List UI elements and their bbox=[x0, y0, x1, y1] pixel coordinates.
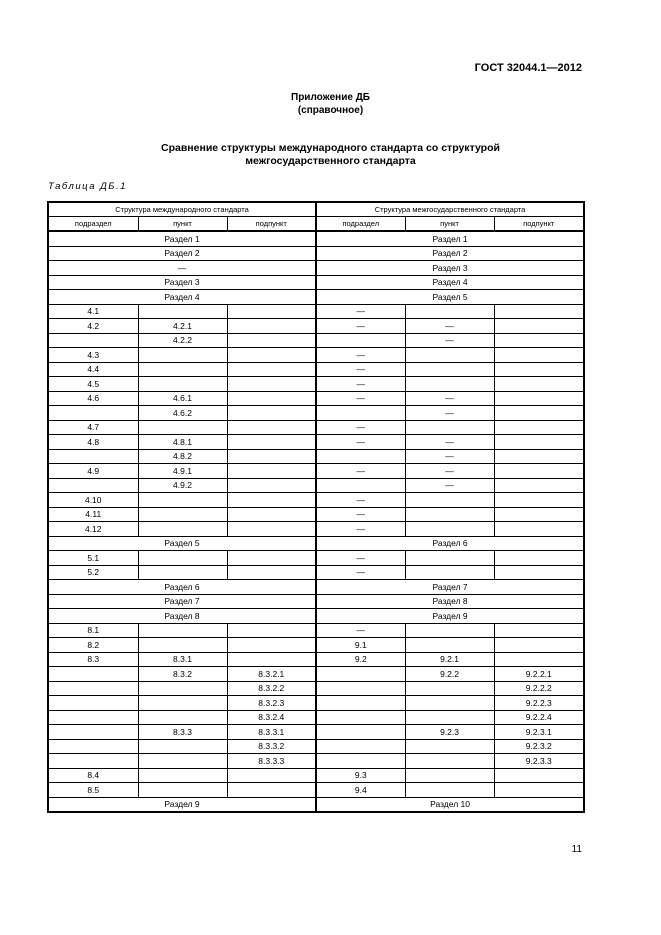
table-cell bbox=[494, 449, 584, 464]
table-cell: — bbox=[316, 362, 405, 377]
table-cell: 4.10 bbox=[48, 493, 138, 508]
table-cell: 4.9.2 bbox=[138, 478, 227, 493]
table-cell: 4.1 bbox=[48, 304, 138, 319]
table-row bbox=[48, 551, 584, 566]
table-cell bbox=[138, 304, 227, 319]
table-cell: — bbox=[316, 493, 405, 508]
table-cell: 8.2 bbox=[48, 638, 138, 653]
table-cell bbox=[48, 710, 138, 725]
table-row bbox=[48, 478, 584, 493]
section-cell-international: Раздел 5 bbox=[48, 536, 316, 551]
table-cell bbox=[227, 768, 316, 783]
table-cell bbox=[494, 464, 584, 479]
section-cell-international: Раздел 4 bbox=[48, 290, 316, 305]
table-cell bbox=[405, 551, 494, 566]
table-cell: 5.2 bbox=[48, 565, 138, 580]
table-row bbox=[48, 652, 584, 667]
table-row bbox=[48, 638, 584, 653]
table-row bbox=[48, 522, 584, 537]
table-cell: 4.9 bbox=[48, 464, 138, 479]
column-header: пункт bbox=[138, 217, 227, 232]
table-cell bbox=[405, 638, 494, 653]
table-cell bbox=[227, 522, 316, 537]
table-cell: 9.2.2.2 bbox=[494, 681, 584, 696]
table-cell: 8.3.3.2 bbox=[227, 739, 316, 754]
table-row bbox=[48, 464, 584, 479]
table-cell bbox=[405, 348, 494, 363]
table-cell bbox=[494, 551, 584, 566]
annex-heading bbox=[0, 91, 661, 117]
table-row bbox=[48, 536, 584, 551]
table-cell bbox=[48, 406, 138, 421]
table-cell: 8.3.3 bbox=[138, 725, 227, 740]
table-group-header-row bbox=[48, 202, 584, 217]
section-cell-interstate: Раздел 2 bbox=[316, 246, 584, 261]
section-cell-interstate: Раздел 3 bbox=[316, 261, 584, 276]
table-cell bbox=[316, 406, 405, 421]
table-cell bbox=[405, 522, 494, 537]
column-header: подпункт bbox=[494, 217, 584, 232]
table-cell: 8.5 bbox=[48, 783, 138, 798]
table-cell bbox=[138, 768, 227, 783]
table-row bbox=[48, 333, 584, 348]
table-cell: 9.2 bbox=[316, 652, 405, 667]
table-cell: 8.3.1 bbox=[138, 652, 227, 667]
table-cell bbox=[405, 623, 494, 638]
section-cell-international: Раздел 6 bbox=[48, 580, 316, 595]
table-cell bbox=[494, 420, 584, 435]
column-header: подраздел bbox=[48, 217, 138, 232]
table-cell: 4.5 bbox=[48, 377, 138, 392]
table-row bbox=[48, 768, 584, 783]
section-cell-international: Раздел 8 bbox=[48, 609, 316, 624]
table-row bbox=[48, 377, 584, 392]
table-cell bbox=[405, 710, 494, 725]
section-cell-interstate: Раздел 10 bbox=[316, 797, 584, 812]
table-cell bbox=[227, 551, 316, 566]
table-cell bbox=[494, 768, 584, 783]
table-cell bbox=[227, 348, 316, 363]
table-cell bbox=[138, 623, 227, 638]
annex-subtitle: (справочное) bbox=[297, 105, 364, 116]
group-header-interstate: Структура межгосударственного стандарта bbox=[316, 202, 584, 217]
table-cell bbox=[405, 565, 494, 580]
table-cell bbox=[405, 783, 494, 798]
table-cell bbox=[227, 623, 316, 638]
table-cell bbox=[48, 667, 138, 682]
table-cell bbox=[316, 681, 405, 696]
table-cell bbox=[316, 667, 405, 682]
table-cell: 4.8 bbox=[48, 435, 138, 450]
page-title-line-2: межгосударственного стандарта bbox=[245, 155, 416, 167]
table-row bbox=[48, 275, 584, 290]
table-cell bbox=[48, 478, 138, 493]
table-cell bbox=[227, 638, 316, 653]
table-cell: — bbox=[405, 391, 494, 406]
table-cell bbox=[316, 478, 405, 493]
table-cell bbox=[227, 391, 316, 406]
table-cell: 9.2.1 bbox=[405, 652, 494, 667]
table-cell bbox=[138, 696, 227, 711]
table-cell: 4.6.1 bbox=[138, 391, 227, 406]
table-cell: 8.3.2.3 bbox=[227, 696, 316, 711]
table-cell bbox=[48, 754, 138, 769]
table-cell: 8.4 bbox=[48, 768, 138, 783]
table-cell: 4.8.1 bbox=[138, 435, 227, 450]
table-cell: — bbox=[405, 464, 494, 479]
table-cell: — bbox=[316, 435, 405, 450]
page-number: 11 bbox=[571, 844, 582, 855]
table-cell: — bbox=[316, 507, 405, 522]
table-cell bbox=[316, 696, 405, 711]
table-cell bbox=[48, 739, 138, 754]
column-header: пункт bbox=[405, 217, 494, 232]
table-cell bbox=[138, 739, 227, 754]
table-cell: 9.2.3 bbox=[405, 725, 494, 740]
table-cell: 4.8.2 bbox=[138, 449, 227, 464]
table-cell: — bbox=[316, 522, 405, 537]
section-cell-interstate: Раздел 7 bbox=[316, 580, 584, 595]
table-cell bbox=[48, 696, 138, 711]
table-cell: 4.12 bbox=[48, 522, 138, 537]
table-cell bbox=[316, 710, 405, 725]
table-cell: 9.2.3.2 bbox=[494, 739, 584, 754]
table-cell bbox=[138, 754, 227, 769]
table-cell bbox=[316, 333, 405, 348]
table-row bbox=[48, 348, 584, 363]
table-cell bbox=[227, 377, 316, 392]
table-cell bbox=[227, 420, 316, 435]
table-cell: 8.3.3.1 bbox=[227, 725, 316, 740]
table-cell: 4.6.2 bbox=[138, 406, 227, 421]
table-cell bbox=[138, 522, 227, 537]
table-row bbox=[48, 667, 584, 682]
table-row bbox=[48, 565, 584, 580]
table-cell: — bbox=[316, 348, 405, 363]
table-row bbox=[48, 406, 584, 421]
table-cell bbox=[494, 435, 584, 450]
table-row bbox=[48, 231, 584, 246]
table-cell bbox=[227, 507, 316, 522]
table-caption: Таблица ДБ.1 bbox=[48, 181, 127, 192]
section-cell-international: Раздел 9 bbox=[48, 797, 316, 812]
table-cell bbox=[405, 493, 494, 508]
table-cell: — bbox=[316, 464, 405, 479]
table-cell: — bbox=[316, 551, 405, 566]
table-cell bbox=[138, 420, 227, 435]
table-cell bbox=[494, 638, 584, 653]
table-cell bbox=[48, 681, 138, 696]
table-cell: — bbox=[405, 406, 494, 421]
table-cell: 9.4 bbox=[316, 783, 405, 798]
table-cell bbox=[316, 449, 405, 464]
table-cell: — bbox=[405, 478, 494, 493]
table-cell: 9.1 bbox=[316, 638, 405, 653]
table-cell bbox=[138, 348, 227, 363]
page-title bbox=[60, 142, 601, 168]
section-cell-international: Раздел 7 bbox=[48, 594, 316, 609]
table-cell: 8.3.2 bbox=[138, 667, 227, 682]
table-cell bbox=[227, 435, 316, 450]
table-cell bbox=[227, 362, 316, 377]
section-cell-interstate: Раздел 8 bbox=[316, 594, 584, 609]
table-cell bbox=[405, 739, 494, 754]
table-row bbox=[48, 681, 584, 696]
table-cell bbox=[227, 464, 316, 479]
table-cell bbox=[138, 681, 227, 696]
table-cell: — bbox=[405, 435, 494, 450]
section-cell-interstate: Раздел 5 bbox=[316, 290, 584, 305]
table-cell: 9.2.2.3 bbox=[494, 696, 584, 711]
table-cell bbox=[227, 304, 316, 319]
table-cell bbox=[494, 348, 584, 363]
table-row bbox=[48, 449, 584, 464]
table-cell bbox=[48, 333, 138, 348]
table-cell bbox=[494, 406, 584, 421]
table-cell bbox=[138, 565, 227, 580]
table-cell bbox=[405, 696, 494, 711]
table-cell: — bbox=[316, 420, 405, 435]
table-cell bbox=[494, 652, 584, 667]
table-cell: 4.2.1 bbox=[138, 319, 227, 334]
annex-title: Приложение ДБ bbox=[291, 92, 370, 103]
section-cell-international: Раздел 3 bbox=[48, 275, 316, 290]
table-cell: 9.2.3.3 bbox=[494, 754, 584, 769]
column-header: подраздел bbox=[316, 217, 405, 232]
comparison-table bbox=[47, 201, 585, 813]
table-cell bbox=[48, 449, 138, 464]
section-cell-interstate: Раздел 6 bbox=[316, 536, 584, 551]
table-cell bbox=[138, 783, 227, 798]
table-cell: 5.1 bbox=[48, 551, 138, 566]
table-cell: 4.3 bbox=[48, 348, 138, 363]
table-cell: — bbox=[316, 304, 405, 319]
table-cell bbox=[494, 377, 584, 392]
table-cell: 8.3.3.3 bbox=[227, 754, 316, 769]
table-cell: 9.2.2.4 bbox=[494, 710, 584, 725]
page-title-line-1: Сравнение структуры международного стандарта со структурой bbox=[161, 142, 500, 154]
table-row bbox=[48, 739, 584, 754]
table-cell bbox=[405, 507, 494, 522]
table-row bbox=[48, 507, 584, 522]
document-code: ГОСТ 32044.1—2012 bbox=[474, 62, 582, 74]
table-cell bbox=[138, 507, 227, 522]
table-cell: — bbox=[316, 319, 405, 334]
table-cell bbox=[494, 319, 584, 334]
table-row bbox=[48, 319, 584, 334]
table-cell bbox=[227, 319, 316, 334]
table-cell: 4.4 bbox=[48, 362, 138, 377]
table-cell: 8.3.2.4 bbox=[227, 710, 316, 725]
table-cell bbox=[227, 493, 316, 508]
section-cell-international: — bbox=[48, 261, 316, 276]
table-row bbox=[48, 391, 584, 406]
table-cell bbox=[227, 406, 316, 421]
table-cell: 4.11 bbox=[48, 507, 138, 522]
table-row bbox=[48, 580, 584, 595]
table-cell: 9.2.3.1 bbox=[494, 725, 584, 740]
table-cell bbox=[494, 304, 584, 319]
table-cell bbox=[48, 725, 138, 740]
table-row bbox=[48, 710, 584, 725]
table-cell bbox=[138, 362, 227, 377]
table-row bbox=[48, 754, 584, 769]
table-cell bbox=[405, 768, 494, 783]
table-cell bbox=[405, 377, 494, 392]
table-cell: 4.7 bbox=[48, 420, 138, 435]
table-cell bbox=[405, 304, 494, 319]
table-cell: — bbox=[316, 565, 405, 580]
section-cell-interstate: Раздел 4 bbox=[316, 275, 584, 290]
table-cell bbox=[138, 551, 227, 566]
table-cell: 8.1 bbox=[48, 623, 138, 638]
table-cell bbox=[494, 783, 584, 798]
table-cell: — bbox=[405, 319, 494, 334]
table-cell bbox=[138, 710, 227, 725]
table-cell: — bbox=[316, 377, 405, 392]
table-cell bbox=[494, 391, 584, 406]
table-cell: — bbox=[316, 623, 405, 638]
table-row bbox=[48, 609, 584, 624]
table-row bbox=[48, 304, 584, 319]
column-header: подпункт bbox=[227, 217, 316, 232]
table-row bbox=[48, 362, 584, 377]
table-cell bbox=[227, 333, 316, 348]
section-cell-international: Раздел 2 bbox=[48, 246, 316, 261]
table-cell: 4.2.2 bbox=[138, 333, 227, 348]
table-cell bbox=[227, 449, 316, 464]
table-cell bbox=[227, 565, 316, 580]
table-cell bbox=[138, 377, 227, 392]
table-cell bbox=[227, 783, 316, 798]
table-row bbox=[48, 783, 584, 798]
table-cell bbox=[494, 493, 584, 508]
table-row bbox=[48, 623, 584, 638]
table-cell bbox=[316, 754, 405, 769]
table-cell: 9.2.2.1 bbox=[494, 667, 584, 682]
table-cell bbox=[316, 739, 405, 754]
section-cell-international: Раздел 1 bbox=[48, 231, 316, 246]
table-cell bbox=[494, 507, 584, 522]
table-cell: 8.3.2.2 bbox=[227, 681, 316, 696]
table-cell bbox=[138, 493, 227, 508]
table-cell bbox=[405, 362, 494, 377]
table-cell: 4.2 bbox=[48, 319, 138, 334]
table-cell: 8.3.2.1 bbox=[227, 667, 316, 682]
table-row bbox=[48, 420, 584, 435]
section-cell-interstate: Раздел 9 bbox=[316, 609, 584, 624]
table-row bbox=[48, 797, 584, 812]
table-cell bbox=[227, 478, 316, 493]
table-cell bbox=[494, 522, 584, 537]
table-cell: — bbox=[316, 391, 405, 406]
table-cell bbox=[405, 681, 494, 696]
table-cell bbox=[405, 754, 494, 769]
table-cell bbox=[494, 623, 584, 638]
table-row bbox=[48, 246, 584, 261]
table-cell bbox=[316, 725, 405, 740]
table-cell: — bbox=[405, 333, 494, 348]
table-row bbox=[48, 290, 584, 305]
table-cell: 9.3 bbox=[316, 768, 405, 783]
table-row bbox=[48, 435, 584, 450]
section-cell-interstate: Раздел 1 bbox=[316, 231, 584, 246]
table-cell bbox=[138, 638, 227, 653]
table-cell: 9.2.2 bbox=[405, 667, 494, 682]
table-row bbox=[48, 594, 584, 609]
table-cell bbox=[405, 420, 494, 435]
table-cell bbox=[494, 565, 584, 580]
table-cell: — bbox=[405, 449, 494, 464]
table-sub-header-row bbox=[48, 217, 584, 232]
table-cell bbox=[494, 478, 584, 493]
table-row bbox=[48, 493, 584, 508]
group-header-international: Структура международного стандарта bbox=[48, 202, 316, 217]
table-cell: 4.6 bbox=[48, 391, 138, 406]
table-row bbox=[48, 261, 584, 276]
table-cell: 4.9.1 bbox=[138, 464, 227, 479]
table-cell bbox=[494, 362, 584, 377]
table-cell bbox=[494, 333, 584, 348]
table-row bbox=[48, 696, 584, 711]
table-row bbox=[48, 725, 584, 740]
table-cell: 8.3 bbox=[48, 652, 138, 667]
table-cell bbox=[227, 652, 316, 667]
